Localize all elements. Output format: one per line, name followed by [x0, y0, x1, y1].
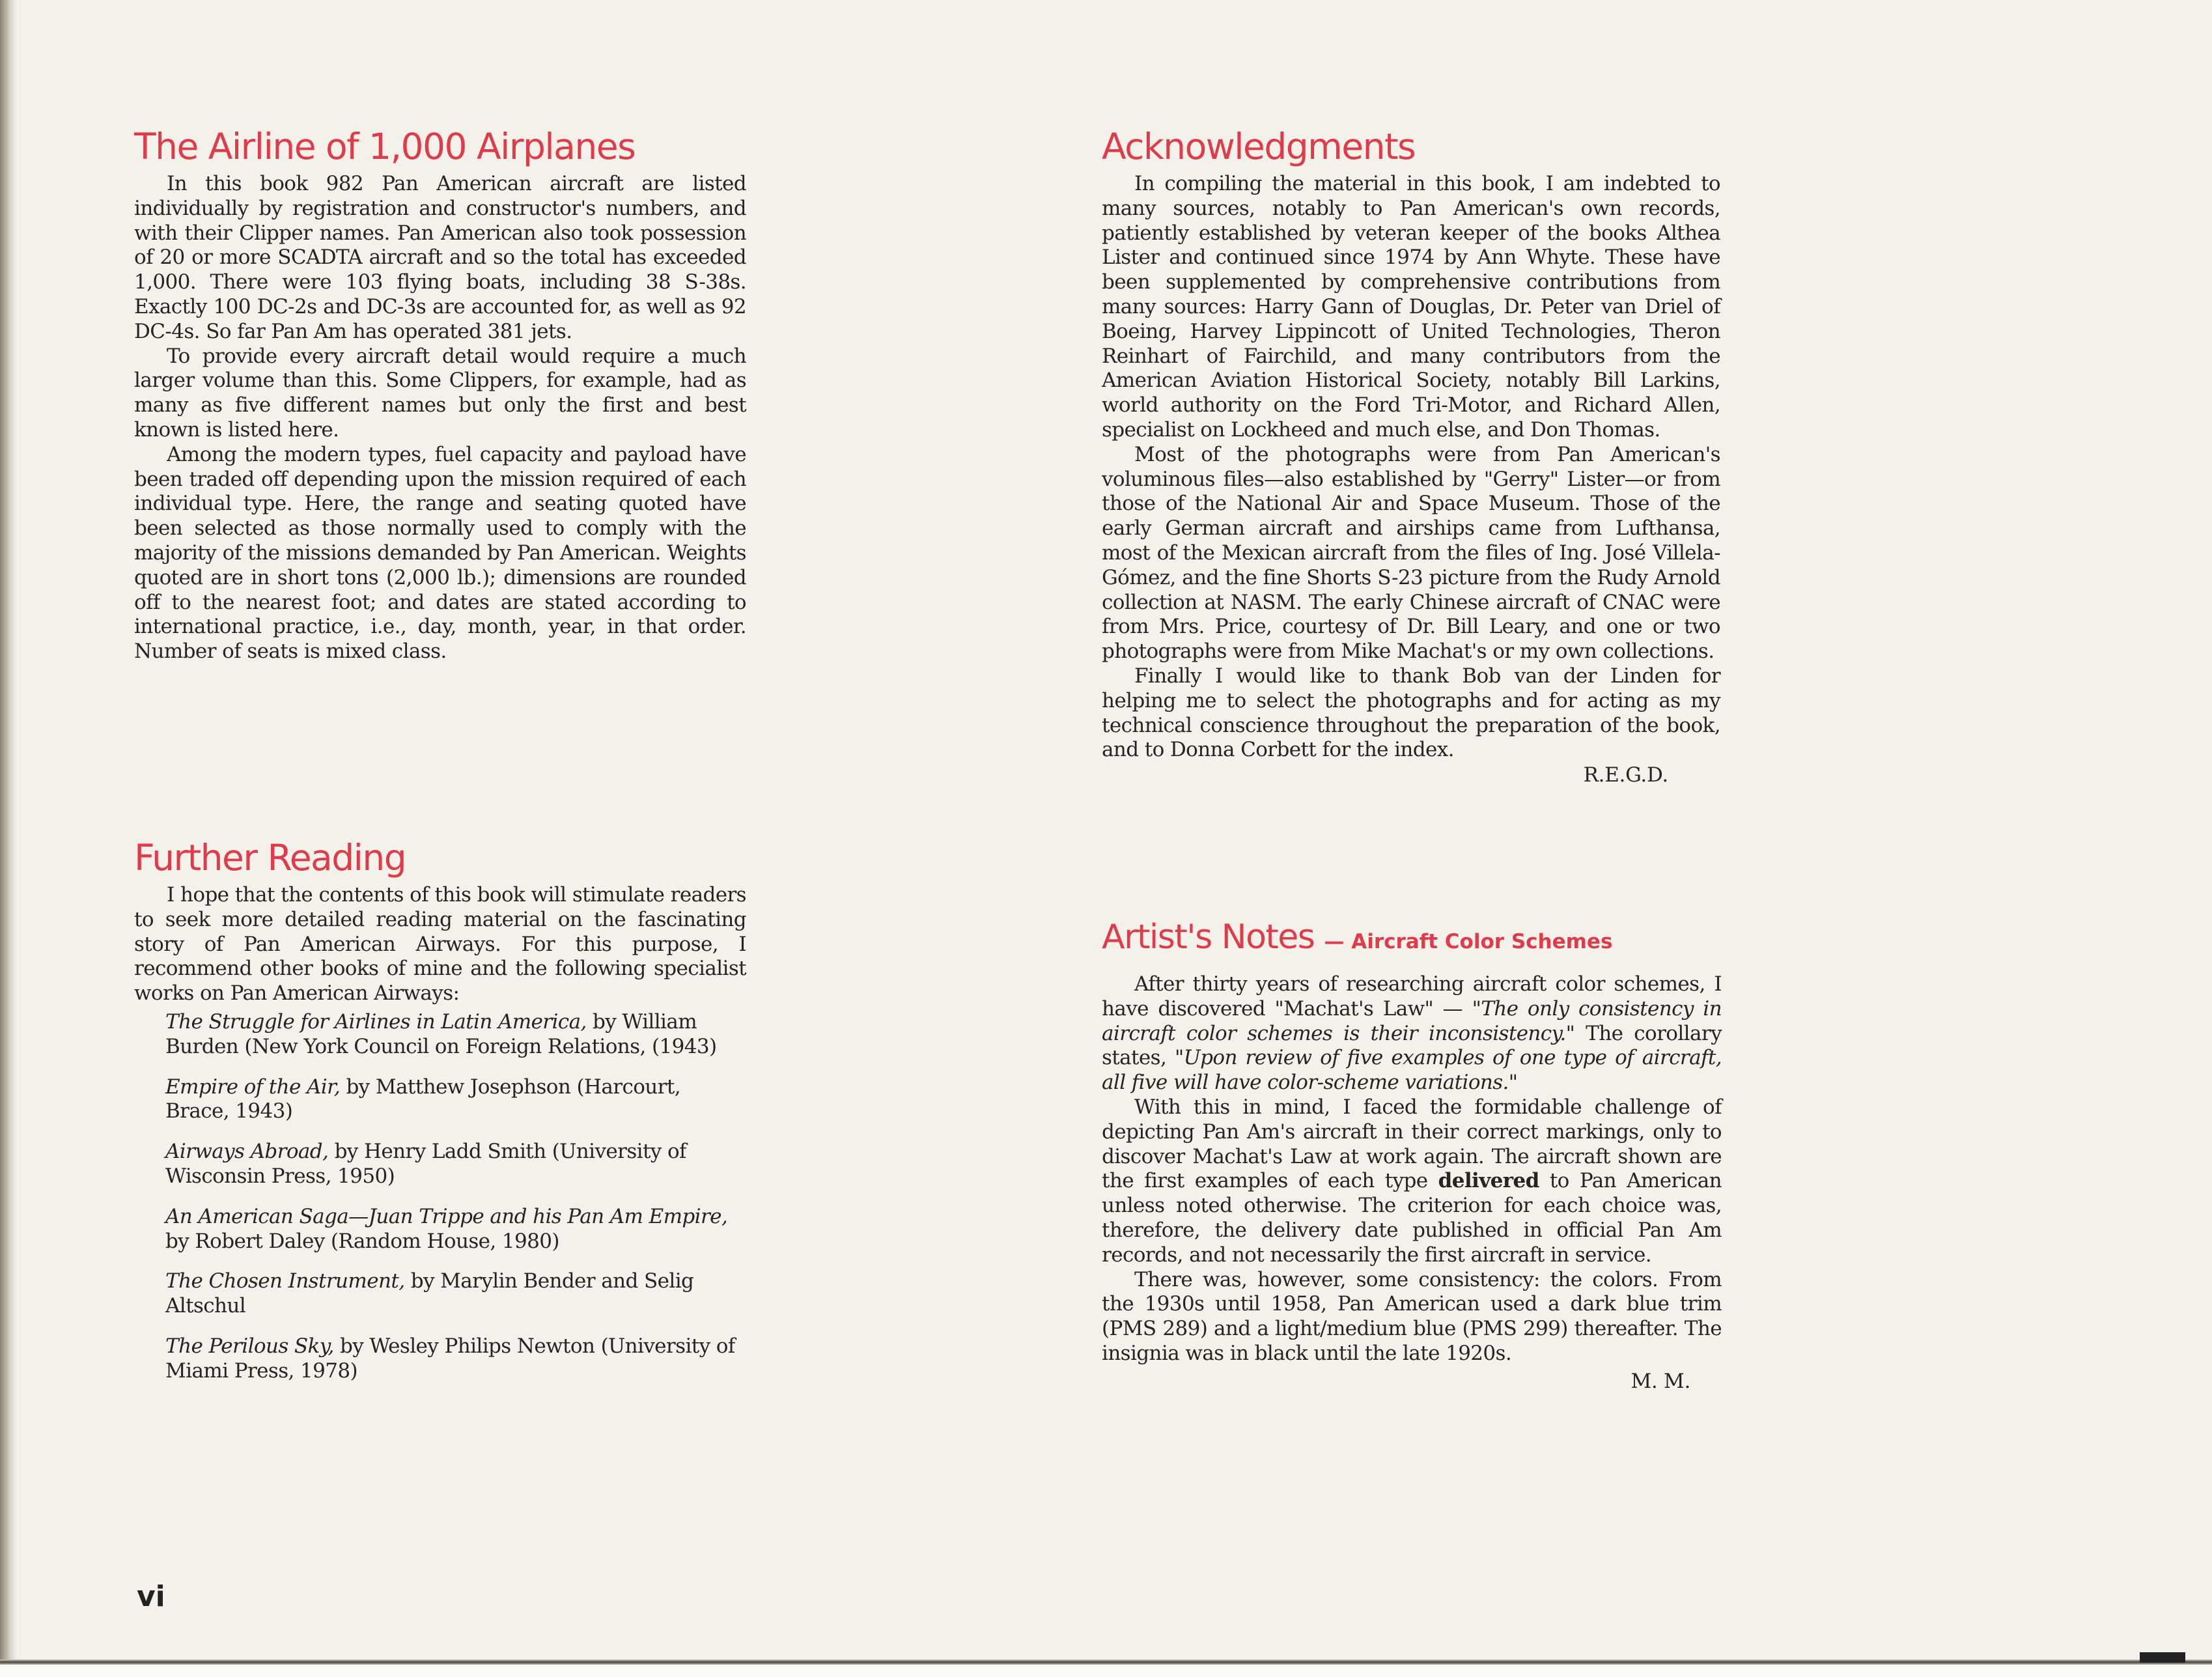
acknowledgments-signature: R.E.G.D. — [1583, 763, 1668, 787]
artists-notes-paragraph-3: There was, however, some consistency: the colors. From the 1930s until 1958, Pan American used a dark blue trim (PMS 289) and a light/medium blue (PMS 299) thereafter. The insignia was in black until the late 1920s. — [1102, 1267, 1722, 1365]
artists-notes-p2-rest: to Pan American unless noted otherwise. The criterion for each choice was, therefore, the delivery date published in official Pan Am records, and not necessarily the first aircraft in service. — [1102, 1169, 1722, 1267]
artists-notes-signature: M. M. — [1631, 1369, 1690, 1393]
acknowledgments-section — [1102, 124, 1720, 787]
reference-details: by Wesley Philips Newton (University of Miami Press, 1978) — [165, 1334, 735, 1383]
delivered-emphasis: delivered — [1438, 1169, 1539, 1193]
artists-notes-paragraph-1 — [1102, 972, 1722, 1095]
airline-section — [134, 124, 746, 664]
reference-title: The Struggle for Airlines in Latin America, — [165, 1009, 587, 1034]
reference-details: by William Burden (New York Council on Foreign Relations, (1943) — [165, 1009, 717, 1058]
reference-list — [165, 1010, 746, 1384]
airline-heading: The Airline of 1,000 Airplanes — [134, 126, 636, 167]
reference-details: by Henry Ladd Smith (University of Wisconsin Press, 1950) — [165, 1140, 686, 1188]
reference-item — [165, 1140, 746, 1189]
page-binding-shadow — [0, 0, 17, 1677]
further-reading-intro: I hope that the contents of this book will stimulate readers to seek more detailed reading material on the fascinating story of Pan American Airways. For this purpose, I recommend other books of mine and the following specialist works on Pan American Airways: — [134, 883, 746, 1006]
reference-item — [165, 1075, 746, 1125]
background-beyond-page — [0, 1665, 2212, 1677]
page-number: vi — [137, 1580, 165, 1613]
reference-details: by Matthew Josephson (Harcourt, Brace, 1943) — [165, 1075, 680, 1123]
page-bottom-edge — [0, 1659, 2212, 1665]
reference-item — [165, 1269, 746, 1319]
reference-title: The Perilous Sky, — [165, 1334, 334, 1358]
artists-notes-p1-middle: The corollary states, — [1102, 1021, 1722, 1070]
machats-law-quote: "The only consistency in aircraft color schemes is their inconsistency." — [1102, 996, 1722, 1045]
artists-notes-p1-intro: After thirty years of researching aircraft color schemes, I have discovered "Machat's Law" — — [1102, 972, 1722, 1021]
reference-item — [165, 1205, 746, 1254]
reference-item — [165, 1334, 746, 1384]
airline-paragraph-2: To provide every aircraft detail would require a much larger volume than this. Some Clippers, for example, had as many as five different names but only the first and best known is listed here. — [134, 344, 746, 442]
corollary-quote: "Upon review of five examples of one type of aircraft, all five will have color-scheme variations." — [1102, 1046, 1722, 1095]
reference-title: Empire of the Air, — [165, 1075, 341, 1099]
acknowledgments-heading: Acknowledgments — [1102, 126, 1416, 167]
reference-details: by Marylin Bender and Selig Altschul — [165, 1269, 694, 1318]
artists-notes-paragraph-2 — [1102, 1095, 1722, 1268]
reference-item — [165, 1010, 746, 1060]
acknowledgments-paragraph-3: Finally I would like to thank Bob van der Linden for helping me to select the photographs and for acting as my technical conscience throughout the preparation of the book, and to Donna Corbett for the index. — [1102, 664, 1720, 762]
artists-notes-section — [1102, 914, 1722, 1394]
airline-paragraph-3: Among the modern types, fuel capacity and payload have been traded off depending upon the mission required of each individual type. Here, the range and seating quoted have been selected as those normally used to comply with the majority of the missions demanded by Pan American. Weights quoted are in short tons (2,000 lb.); dimensions are rounded off to the nearest foot; and dates are stated according to international practice, i.e., day, month, year, in that order. Number of seats is mixed class. — [134, 442, 746, 664]
acknowledgments-paragraph-1: In compiling the material in this book, I am indebted to many sources, notably to Pan American's own records, patiently established by veteran keeper of the books Althea Lister and continued since 1974 by Ann Whyte. These have been supplemented by comprehensive contributions from many sources: Harry Gann of Douglas, Dr. Peter van Driel of Boeing, Harvey Lippincott of United Technologies, Theron Reinhart of Fairchild, and many contributors from the American Aviation Historical Society, notably Bill Larkins, world authority on the Ford Tri-Motor, and Richard Allen, specialist on Lockheed and much else, and Don Thomas. — [1102, 172, 1720, 442]
artists-notes-heading — [1102, 914, 1722, 965]
further-reading-heading: Further Reading — [134, 837, 406, 879]
artists-notes-p2-intro: With this in mind, I faced the formidable challenge of depicting Pan Am's aircraft in their correct markings, only to discover Machat's Law at work again. The aircraft shown are the first examples of each type — [1102, 1095, 1722, 1193]
reference-details: by Robert Daley (Random House, 1980) — [165, 1229, 559, 1253]
artists-notes-title: Artist's Notes — [1102, 918, 1315, 957]
airline-paragraph-1: In this book 982 Pan American aircraft are listed individually by registration and constructor's numbers, and with their Clipper names. Pan American also took possession of 20 or more SCADTA aircraft and so the total has exceeded 1,000. There were 103 flying boats, including 38 S-38s. Exactly 100 DC-2s and DC-3s are accounted for, as well as 92 DC-4s. So far Pan Am has operated 381 jets. — [134, 172, 746, 343]
reference-title: Airways Abroad, — [165, 1140, 329, 1164]
reference-title: The Chosen Instrument, — [165, 1269, 405, 1293]
reference-title: An American Saga—Juan Trippe and his Pan Am Empire, — [165, 1204, 728, 1228]
artists-notes-subtitle: — Aircraft Color Schemes — [1324, 930, 1613, 953]
acknowledgments-paragraph-2: Most of the photographs were from Pan American's voluminous files—also established by "Gerry" Lister—or from those of the National Air and Space Museum. Those of the early German aircraft and airships came from Lufthansa, most of the Mexican aircraft from the files of Ing. José Villela-Gómez, and the fine Shorts S-23 picture from the Rudy Arnold collection at NASM. The early Chinese aircraft of CNAC were from Mrs. Price, courtesy of Dr. Bill Leary, and one or two photographs were from Mike Machat's or my own collections. — [1102, 442, 1720, 664]
further-reading-section — [134, 835, 746, 1400]
corner-mark — [2140, 1652, 2185, 1663]
